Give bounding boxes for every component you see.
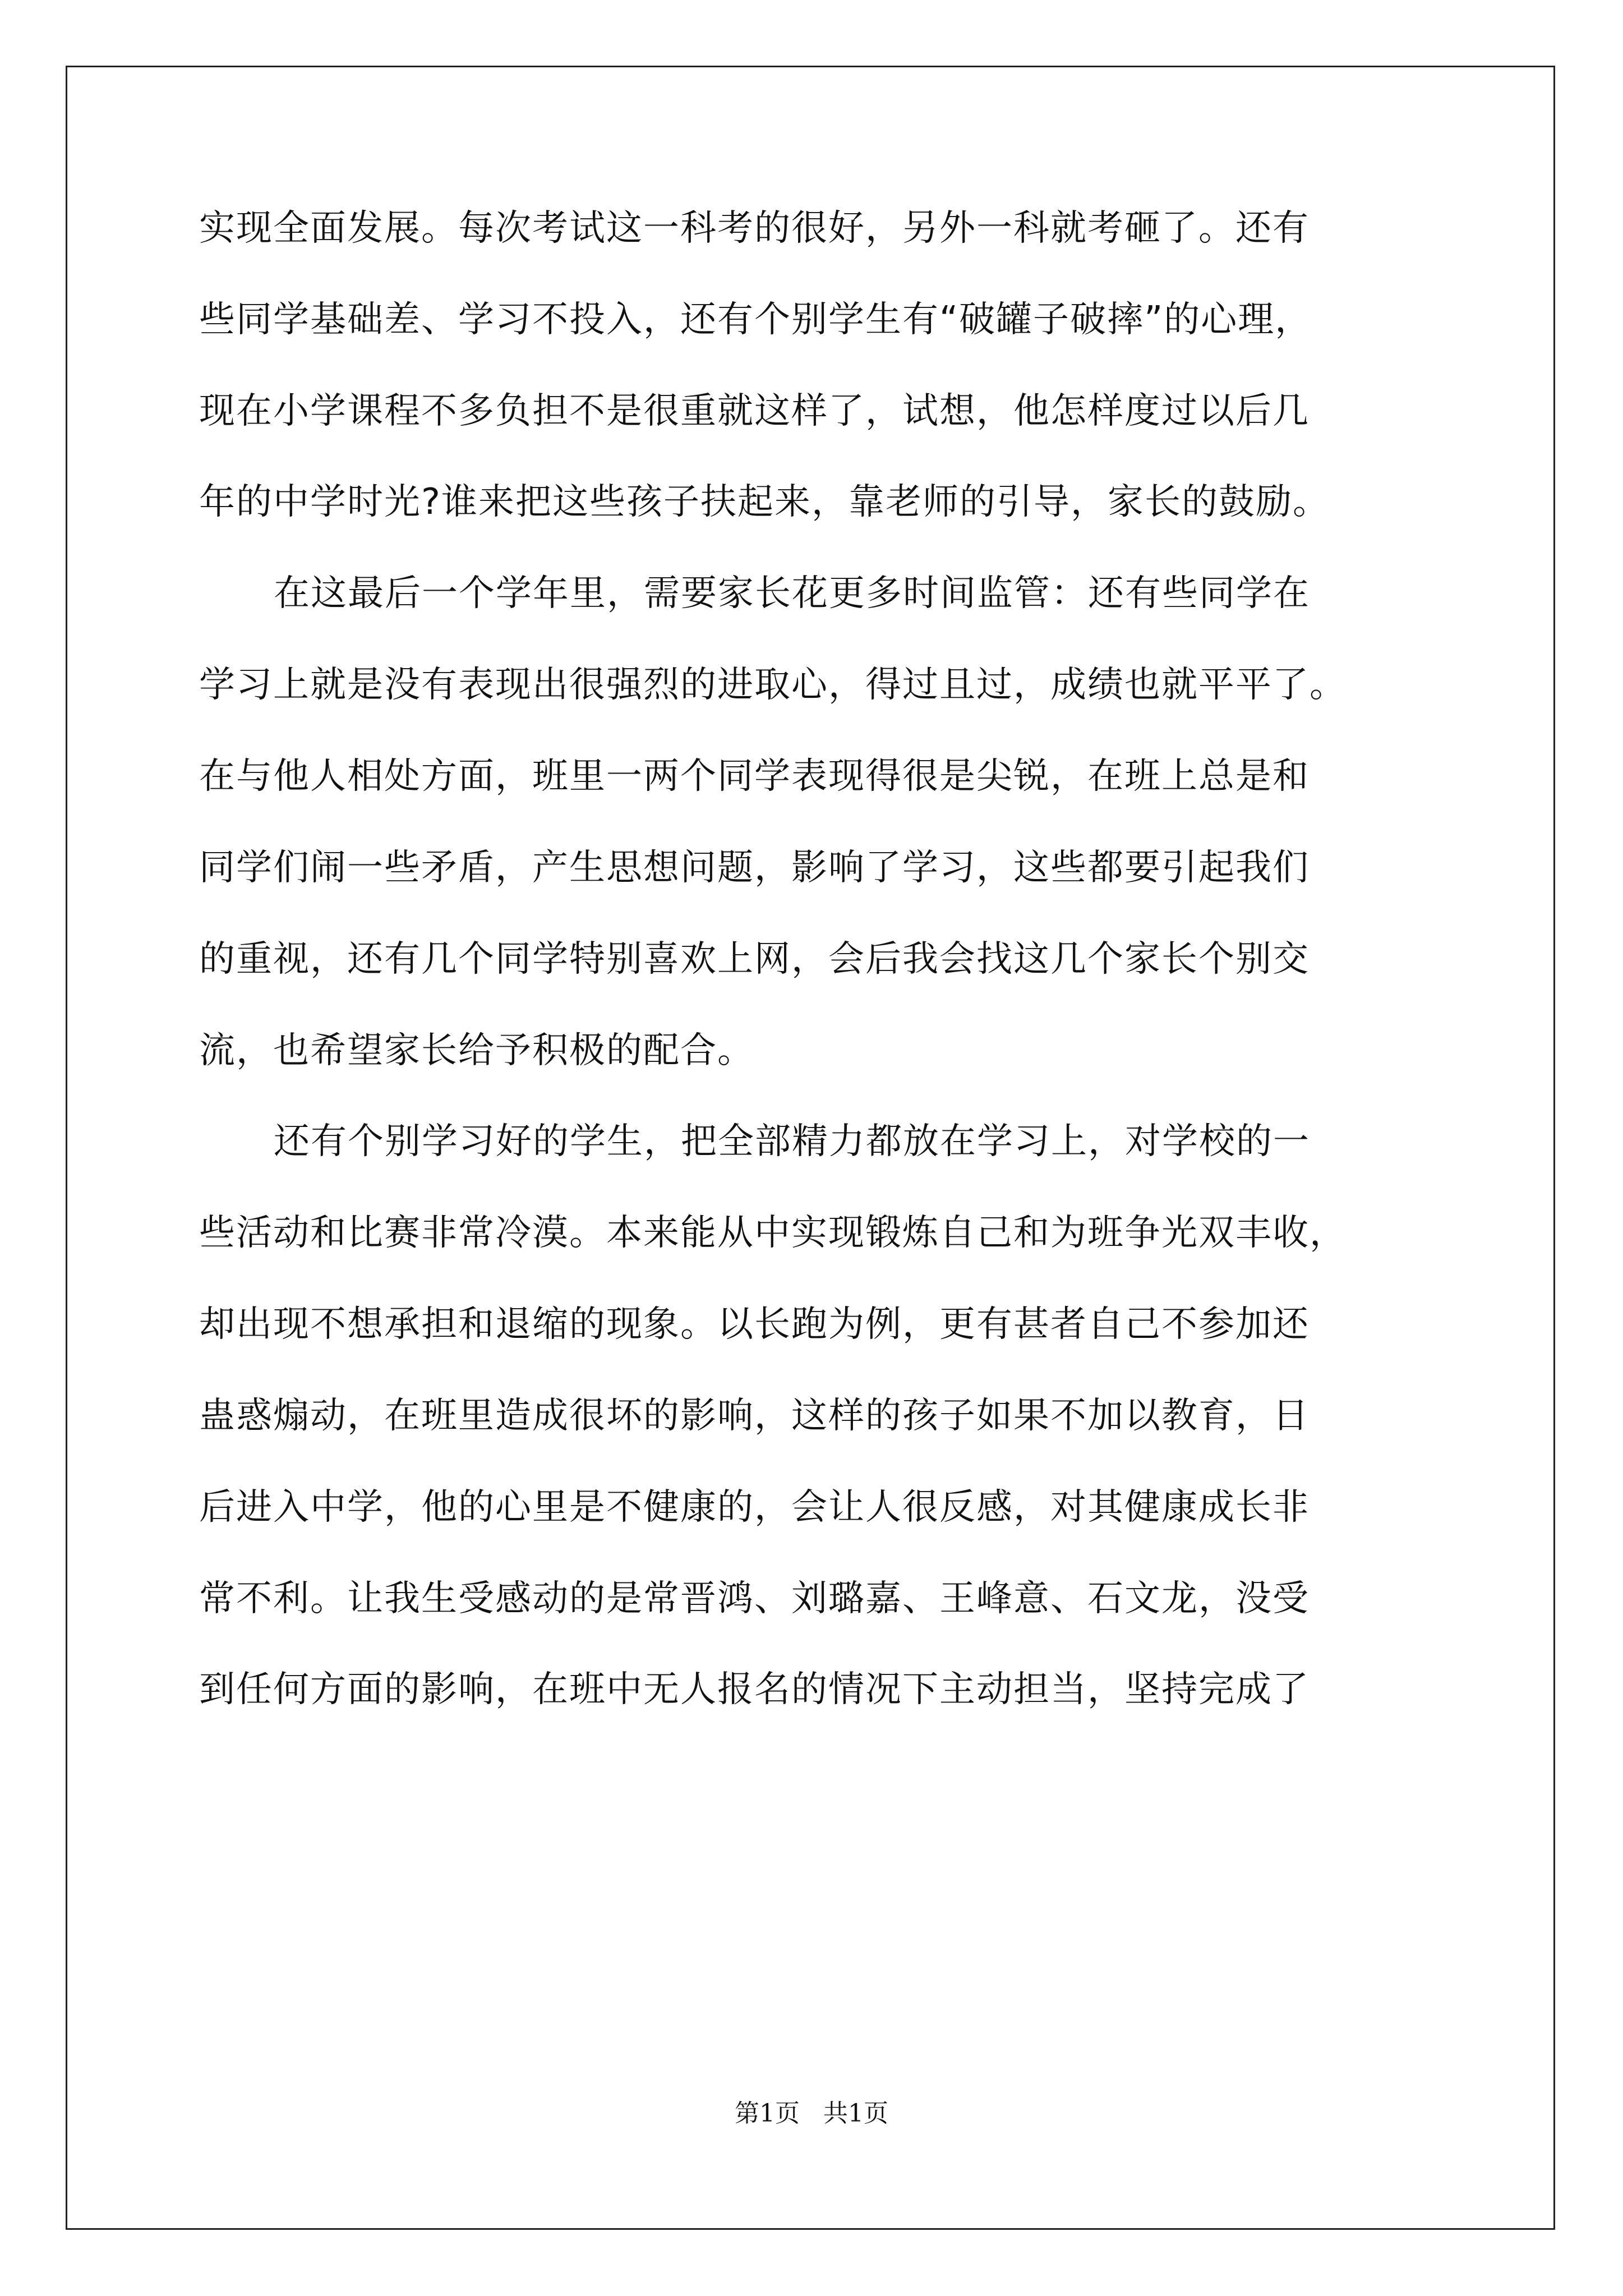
- page-number-footer: 第1页 共1页: [735, 2099, 888, 2128]
- text-line: 流，也希望家长给予积极的配合。: [199, 1030, 754, 1071]
- text-line: 些活动和比赛非常冷漠。本来能从中实现锻炼自己和为班争光双丰收，: [199, 1212, 1347, 1254]
- text-line: 些同学基础差、学习不投入，还有个别学生有“破罐子破摔”的心理，: [199, 299, 1312, 341]
- text-line: 实现全面发展。每次考试这一科考的很好，另外一科就考砸了。还有: [199, 208, 1310, 249]
- text-line: 常不利。让我生受感动的是常晋鸿、刘璐嘉、王峰意、石文龙，没受: [199, 1578, 1310, 1619]
- text-line: 后进入中学，他的心里是不健康的，会让人很反感，对其健康成长非: [199, 1487, 1310, 1528]
- text-line: 年的中学时光?谁来把这些孩子扶起来，靠老师的引导，家长的鼓励。: [199, 481, 1330, 523]
- text-line: 在与他人相处方面，班里一两个同学表现得很是尖锐，在班上总是和: [199, 756, 1310, 797]
- text-line: 同学们闹一些矛盾，产生思想问题，影响了学习，这些都要引起我们: [199, 847, 1310, 889]
- text-line: 现在小学课程不多负担不是很重就这样了，试想，他怎样度过以后几: [199, 390, 1310, 432]
- text-line: 在这最后一个学年里，需要家长花更多时间监管：还有些同学在: [274, 573, 1310, 614]
- text-line: 到任何方面的影响，在班中无人报名的情况下主动担当，坚持完成了: [199, 1669, 1310, 1710]
- text-line: 还有个别学习好的学生，把全部精力都放在学习上，对学校的一: [274, 1121, 1310, 1162]
- text-line: 学习上就是没有表现出很强烈的进取心，得过且过，成绩也就平平了。: [199, 664, 1347, 706]
- text-line: 却出现不想承担和退缩的现象。以长跑为例，更有甚者自己不参加还: [199, 1304, 1310, 1345]
- text-line: 的重视，还有几个同学特别喜欢上网，会后我会找这几个家长个别交: [199, 938, 1310, 980]
- text-line: 蛊惑煽动，在班里造成很坏的影响，这样的孩子如果不加以教育，日: [199, 1395, 1310, 1437]
